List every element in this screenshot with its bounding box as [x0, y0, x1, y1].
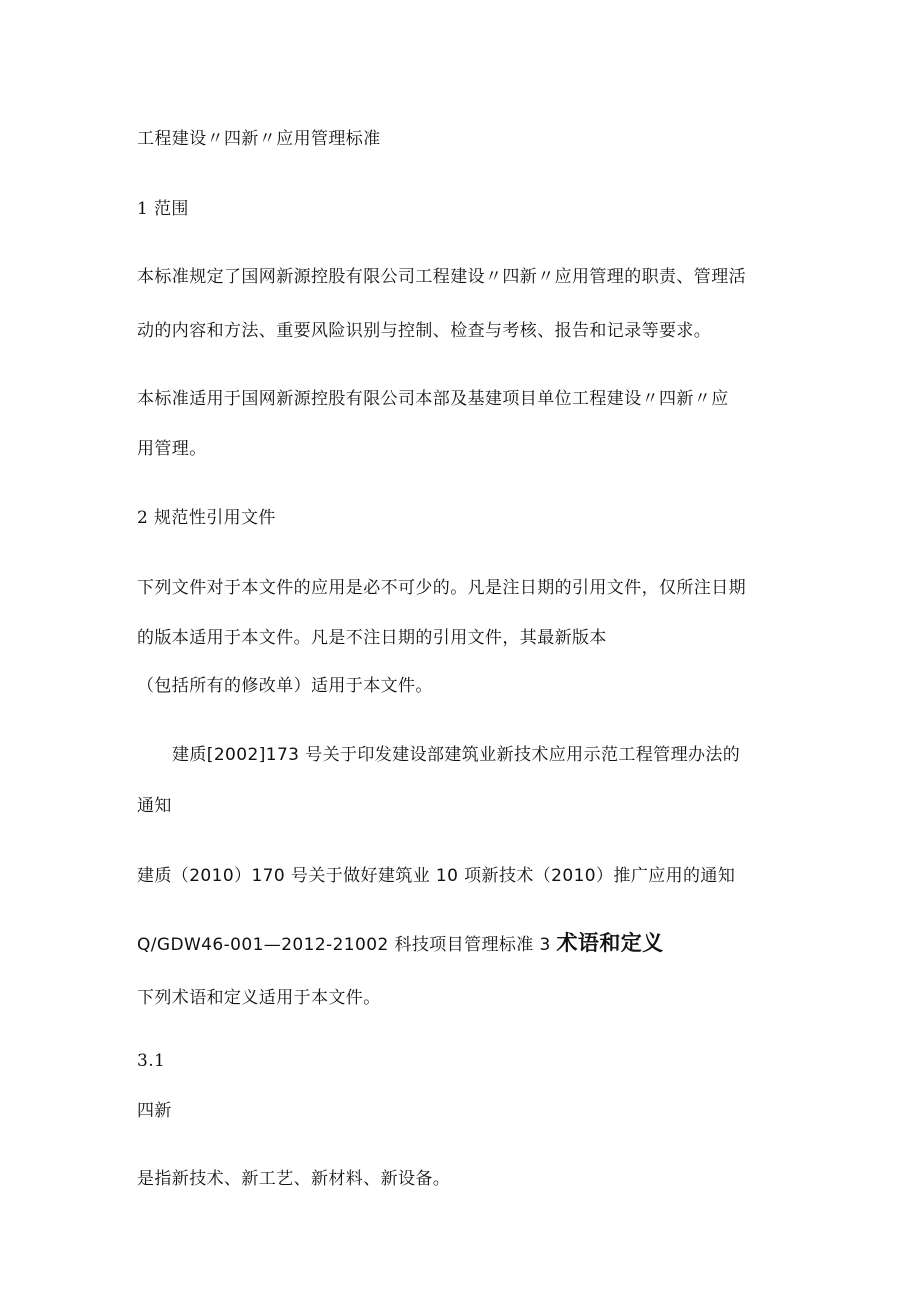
reference-3: Q/GDW46-001—2012-21002 科技项目管理标准 3	[137, 935, 551, 955]
section-2-paragraph-line-3: （包括所有的修改单）适用于本文件。	[137, 676, 433, 696]
section-1-paragraph-1-line-2: 动的内容和方法、重要风险识别与控制、检查与考核、报告和记录等要求。	[137, 321, 712, 341]
reference-3-line	[137, 932, 664, 956]
section-1-paragraph-2-line-2: 用管理。	[137, 439, 207, 459]
term-number: 3.1	[137, 1051, 166, 1071]
section-2-paragraph-line-1: 下列文件对于本文件的应用是必不可少的。凡是注日期的引用文件，仅所注日期	[137, 578, 746, 598]
section-1-paragraph-1-line-1: 本标准规定了国网新源控股有限公司工程建设〃四新〃应用管理的职责、管理活	[137, 267, 746, 287]
section-2-paragraph-line-2: 的版本适用于本文件。凡是不注日期的引用文件，其最新版本	[137, 628, 607, 648]
section-3-intro: 下列术语和定义适用于本文件。	[137, 988, 381, 1008]
section-1-heading: 1 范围	[137, 199, 189, 219]
term-name: 四新	[137, 1101, 172, 1121]
section-3-heading: 术语和定义	[556, 931, 664, 955]
document-title: 工程建设〃四新〃应用管理标准	[137, 129, 381, 149]
term-definition: 是指新技术、新工艺、新材料、新设备。	[137, 1169, 451, 1189]
reference-1-line-2: 通知	[137, 796, 172, 816]
reference-1-line-1: 建质[2002]173 号关于印发建设部建筑业新技术应用示范工程管理办法的	[172, 745, 741, 765]
section-2-heading: 2 规范性引用文件	[137, 508, 276, 528]
section-1-paragraph-2-line-1: 本标准适用于国网新源控股有限公司本部及基建项目单位工程建设〃四新〃应	[137, 389, 729, 409]
reference-2: 建质（2010）170 号关于做好建筑业 10 项新技术（2010）推广应用的通知	[137, 866, 736, 886]
